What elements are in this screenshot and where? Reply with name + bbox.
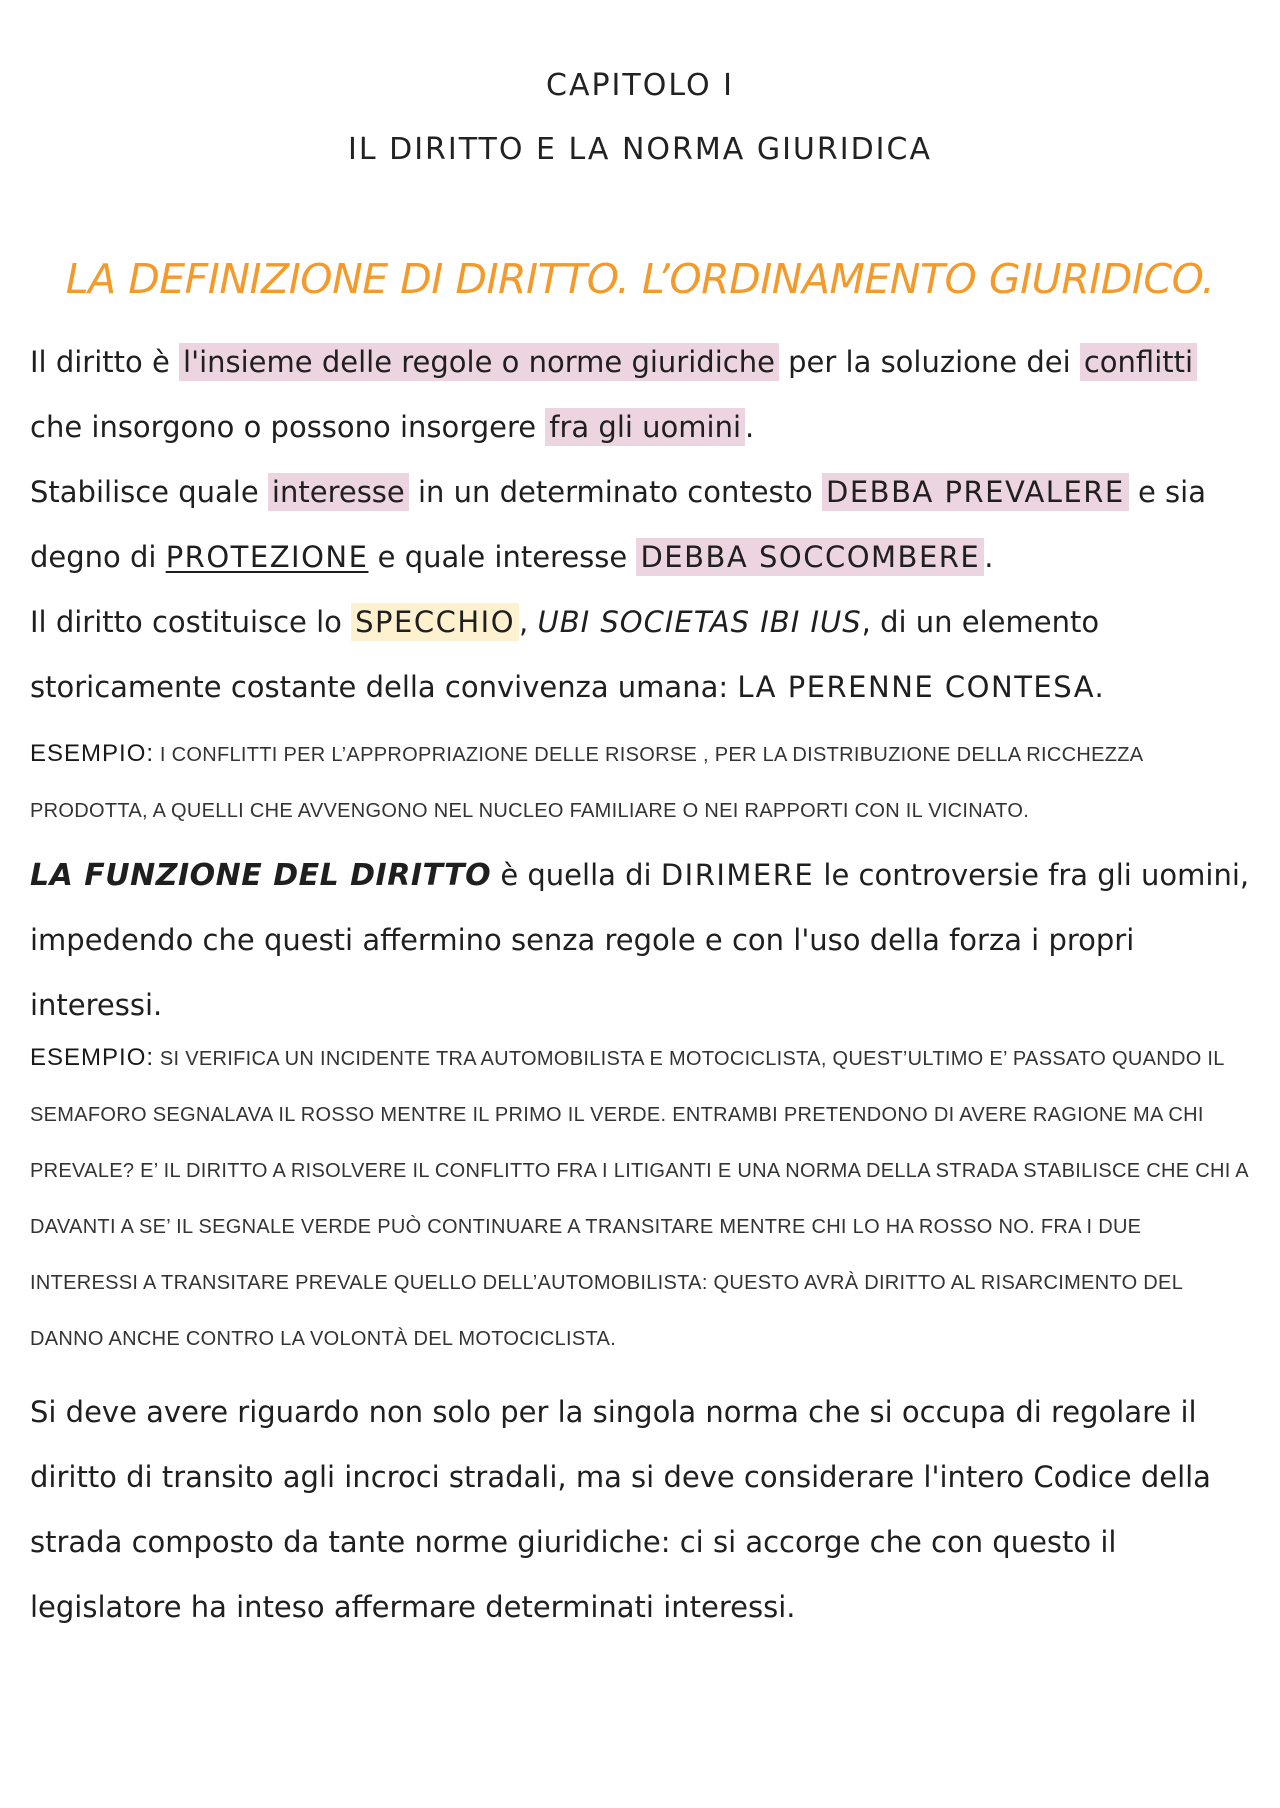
highlight-pink: DEBBA PREVALERE xyxy=(822,473,1129,511)
bold-heading: LA FUNZIONE DEL DIRITTO xyxy=(30,858,492,893)
text-span: per la soluzione dei xyxy=(778,345,1080,379)
text-span: e quale interesse xyxy=(368,540,637,574)
text-span: le controversie fra gli uomini, impedendo che questi affermino senza regole e con l'uso della forza i propri interessi. xyxy=(30,858,1250,1022)
example-text: I CONFLITTI PER L’APPROPRIAZIONE DELLE RISORSE , PER LA DISTRIBUZIONE DELLA RICCHEZZA PRODOTTA, A QUELLI CHE AVVENGONO NEL NUCLEO FAMILIARE O NEI RAPPORTI CON IL VICINATO. xyxy=(30,744,1143,822)
paragraph-function xyxy=(30,843,1250,1038)
example-text: SI VERIFICA UN INCIDENTE TRA AUTOMOBILISTA E MOTOCICLISTA, QUEST’ULTIMO E’ PASSATO QUANDO IL SEMAFORO SEGNALAVA IL ROSSO MENTRE IL PRIMO IL VERDE. ENTRAMBI PRETENDONO DI AVERE RAGIONE MA CHI PREVALE? E’ IL DIRITTO A RISOLVERE IL CONFLITTO FRA I LITIGANTI E UNA NORMA DELLA STRADA STABILISCE CHE CHI A DAVANTI A SE’ IL SEGNALE VERDE PUÒ CONTINUARE A TRANSITARE MENTRE CHI LO HA ROSSO NO. FRA I DUE INTERESSI A TRANSITARE PREVALE QUELLO DELL’AUTOMOBILISTA: QUESTO AVRÀ DIRITTO AL RISARCIMENTO DEL DANNO ANCHE CONTRO LA VOLONTÀ DEL MOTOCICLISTA. xyxy=(30,1048,1248,1350)
section-title: LA DEFINIZIONE DI DIRITTO. L’ORDINAMENTO GIURIDICO. xyxy=(65,255,1215,303)
text-span: , xyxy=(519,605,538,639)
paragraph-definition xyxy=(30,330,1250,460)
text-span: e sia degno di xyxy=(30,475,1206,574)
caps-text: DIRIMERE xyxy=(660,858,815,892)
text-span: Stabilisce quale xyxy=(30,475,268,509)
example-conflicts xyxy=(30,726,1250,839)
highlight-pink: fra gli uomini xyxy=(545,408,745,446)
example-accident xyxy=(30,1030,1250,1367)
text-span: Il diritto costituisce lo xyxy=(30,605,352,639)
paragraph-mirror xyxy=(30,590,1250,720)
text-span: è quella di xyxy=(491,858,661,892)
example-label: ESEMPIO: xyxy=(30,740,155,767)
paragraph-road-code: Si deve avere riguardo non solo per la singola norma che si occupa di regolare il diritto di transito agli incroci stradali, ma si deve considerare l'intero Codice della strada composto da tante norme giuridiche: ci si accorge che con questo il legislatore ha inteso affermare determinati interessi. xyxy=(30,1395,1211,1624)
latin-phrase: UBI SOCIETAS IBI IUS xyxy=(537,605,862,639)
highlight-pink: l'insieme delle regole o norme giuridiche xyxy=(179,343,779,381)
chapter-title: IL DIRITTO E LA NORMA GIURIDICA xyxy=(348,132,932,167)
highlight-pink: conflitti xyxy=(1080,343,1197,381)
chapter-number: CAPITOLO I xyxy=(546,68,734,103)
caps-text: LA PERENNE CONTESA. xyxy=(737,670,1106,704)
text-span: . xyxy=(745,410,755,444)
example-label: ESEMPIO: xyxy=(30,1044,155,1071)
text-span: . xyxy=(984,540,994,574)
text-span: che insorgono o possono insorgere xyxy=(30,410,546,444)
text-span: , di un elemento storicamente costante della convivenza umana: xyxy=(30,605,1100,704)
text-span: Il diritto è xyxy=(30,345,180,379)
text-span: in un determinato contesto xyxy=(408,475,823,509)
highlight-pink: interesse xyxy=(268,473,409,511)
highlight-pink: DEBBA SOCCOMBERE xyxy=(636,538,984,576)
highlight-yellow: SPECCHIO xyxy=(351,603,519,641)
paragraph-interests xyxy=(30,460,1250,590)
underlined-text: PROTEZIONE xyxy=(165,540,369,574)
